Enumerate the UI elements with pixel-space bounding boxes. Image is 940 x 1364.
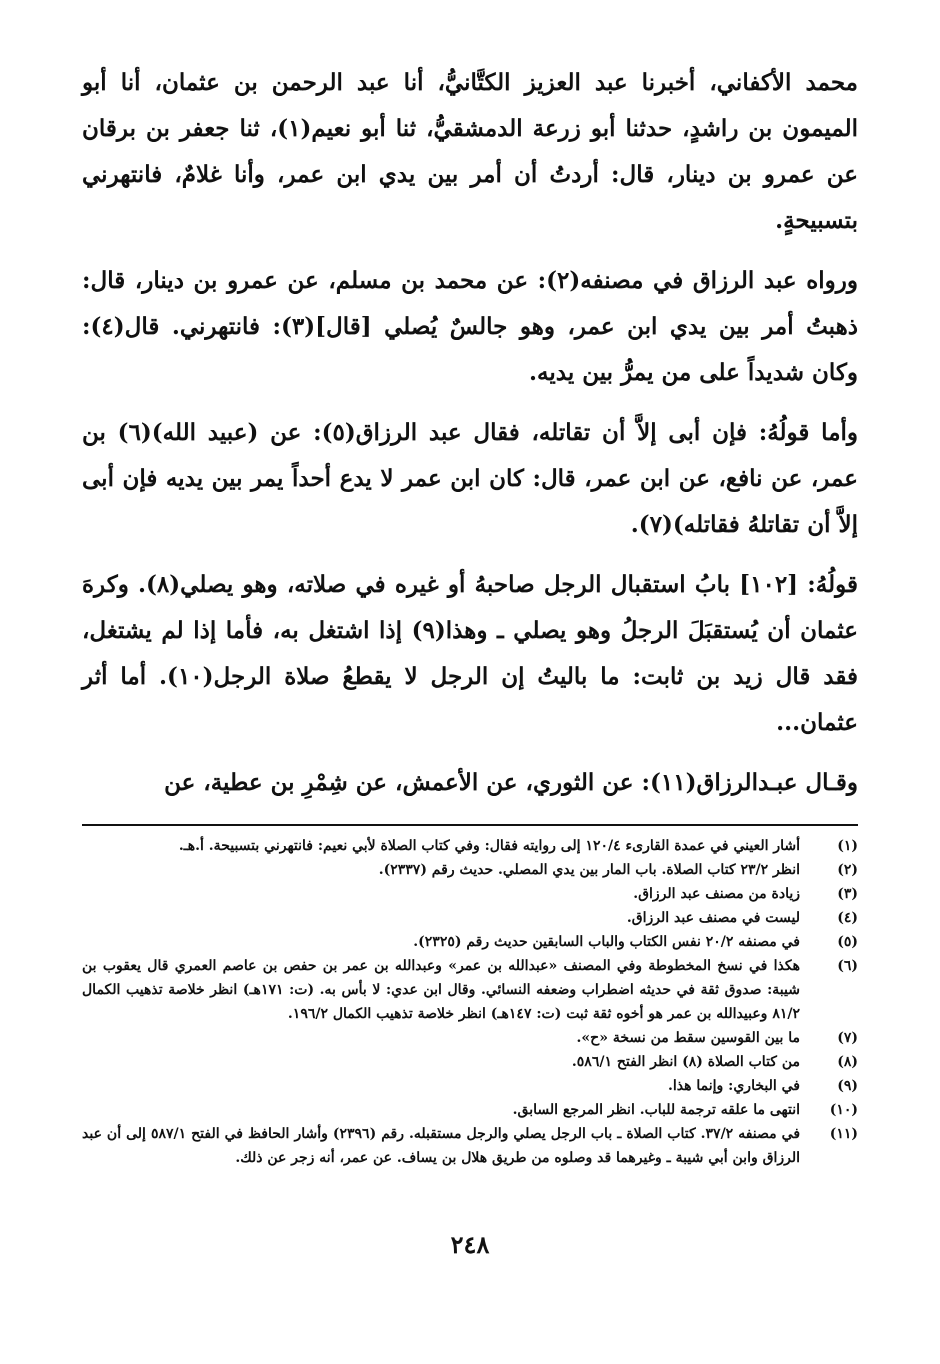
paragraph: وقـال عبـدالرزاق(١١): عن الثوري، عن الأعمش، عن شِمْرِ بن عطية، عن (164, 769, 858, 796)
footnote-text: انتهى ما علقه ترجمة للباب. انظر المرجع السابق. (512, 1102, 800, 1118)
footnote-number: (٧) (837, 1030, 858, 1046)
footnote-number: (٦) (837, 958, 858, 974)
paragraph: محمد الأكفاني، أخبرنا عبد العزيز الكتَّانيُّ، أنا عبد الرحمن بن عثمان، أنا أبو الميمون بن راشدٍ، حدثنا أبو زرعة الدمشقيُّ، ثنا أبو نعيم(١)، ثنا جعفر بن برقان عن عمرو بن دينار، قال: أردتُ أن أمر بين يدي ابن عمر، وأنا غلامٌ، فانتهرني بتسبيحةٍ. (82, 69, 859, 234)
footnote-number: (٣) (837, 886, 858, 902)
footnote-text: من كتاب الصلاة (٨) انظر الفتح ٥٨٦/١. (571, 1054, 800, 1070)
footnote-text: انظر ٢٣/٢ كتاب الصلاة. باب المار بين يدي المصلي. حديث رقم (٢٣٣٧). (378, 862, 800, 878)
footnote (82, 930, 858, 954)
footnote (82, 834, 858, 858)
footnote-number: (٨) (837, 1054, 858, 1070)
footnote-number: (٤) (837, 910, 858, 926)
footnote (82, 882, 858, 906)
footnote-number: (١٠) (829, 1102, 858, 1118)
paragraph: قولُهُ: [١٠٢] بابُ استقبال الرجل صاحبهُ أو غيره في صلاته، وهو يصلي(٨). وكرهَ عثمان أن يُستقبَلَ الرجلُ وهو يصلي ـ وهذا(٩) إذا اشتغل به، فأما إذا لم يشتغل، فقد قال زيد بن ثابت: ما باليتُ إن الرجل لا يقطعُ صلاة الرجل(١٠). أما أثر عثمان... (82, 571, 859, 736)
footnote (82, 954, 858, 1026)
footnote (82, 1050, 858, 1074)
footnote (82, 906, 858, 930)
footnote-number: (١) (837, 838, 858, 854)
footnote (82, 1074, 858, 1098)
main-text (82, 60, 858, 806)
footnote-text: هكذا في نسخ المخطوطة وفي المصنف «عبدالله بن عمر» وعبدالله بن عمر بن حفص بن عاصم العمري قال يعقوب بن شيبة: صدوق ثقة في حديثه اضطراب وضعفه النسائي. وقال ابن عدي: لا بأس به. (ت: ١٧١هـ) انظر خلاصة تذهيب الكمال ٨١/٢ وعبيدالله بن عمر هو أخوه ثقة ثبت (ت: ١٤٧هـ) انظر خلاصة تذهيب الكمال ١٩٦/٢. (82, 958, 800, 1022)
footnote (82, 858, 858, 882)
footnote-number: (١١) (829, 1126, 858, 1142)
footnote-text: أشار العيني في عمدة القارىء ١٢٠/٤ إلى روايته فقال: وفي كتاب الصلاة لأبي نعيم: فانتهرني بتسبيحة. أ.هـ. (178, 838, 800, 854)
paragraph: ورواه عبد الرزاق في مصنفه(٢): عن محمد بن مسلم، عن عمرو بن دينار، قال: ذهبتُ أمر بين يدي ابن عمر، وهو جالسٌ يُصلي [قال](٣): فانتهرني. قال(٤): وكان شديداً على من يمرُّ بين يديه. (82, 267, 858, 386)
footnote (82, 1098, 858, 1122)
footnote-text: ليست في مصنف عبد الرزاق. (626, 910, 800, 926)
footnote (82, 1122, 858, 1170)
footnote-divider (82, 824, 858, 826)
footnote-text: في البخاري: وإنما هذا. (668, 1078, 800, 1094)
footnote-number: (٩) (837, 1078, 858, 1094)
footnote (82, 1026, 858, 1050)
page-body (82, 60, 858, 1170)
footnote-number: (٥) (837, 934, 858, 950)
paragraph: وأما قولُهُ: فإن أبى إلاَّ أن تقاتله، فقال عبد الرزاق(٥): عن (عبيد الله)(٦) بن عمر، عن نافع، عن ابن عمر، قال: كان ابن عمر لا يدع أحداً يمر بين يديه فإن أبى إلاَّ أن تقاتلهُ فقاتله)(٧). (82, 419, 859, 538)
footnote-text: في مصنفه ٣٧/٢. كتاب الصلاة ـ باب الرجل يصلي والرجل مستقبله. رقم (٢٣٩٦) وأشار الحافظ في الفتح ٥٨٧/١ إلى أن عبد الرزاق وابن أبي شيبة ـ وغيرهما قد وصلوه من طريق هلال بن يساف. عن عمر، أنه زجر عن ذلك. (82, 1126, 801, 1166)
page-number: ٢٤٨ (450, 1230, 490, 1259)
footnotes (82, 834, 858, 1170)
footnote-number: (٢) (837, 862, 858, 878)
footnote-text: في مصنفه ٢٠/٢ نفس الكتاب والباب السابقين حديث رقم (٢٣٢٥). (413, 934, 800, 950)
footnote-text: ما بين القوسين سقط من نسخة «ح». (576, 1030, 800, 1046)
footnote-text: زيادة من مصنف عبد الرزاق. (633, 886, 800, 902)
